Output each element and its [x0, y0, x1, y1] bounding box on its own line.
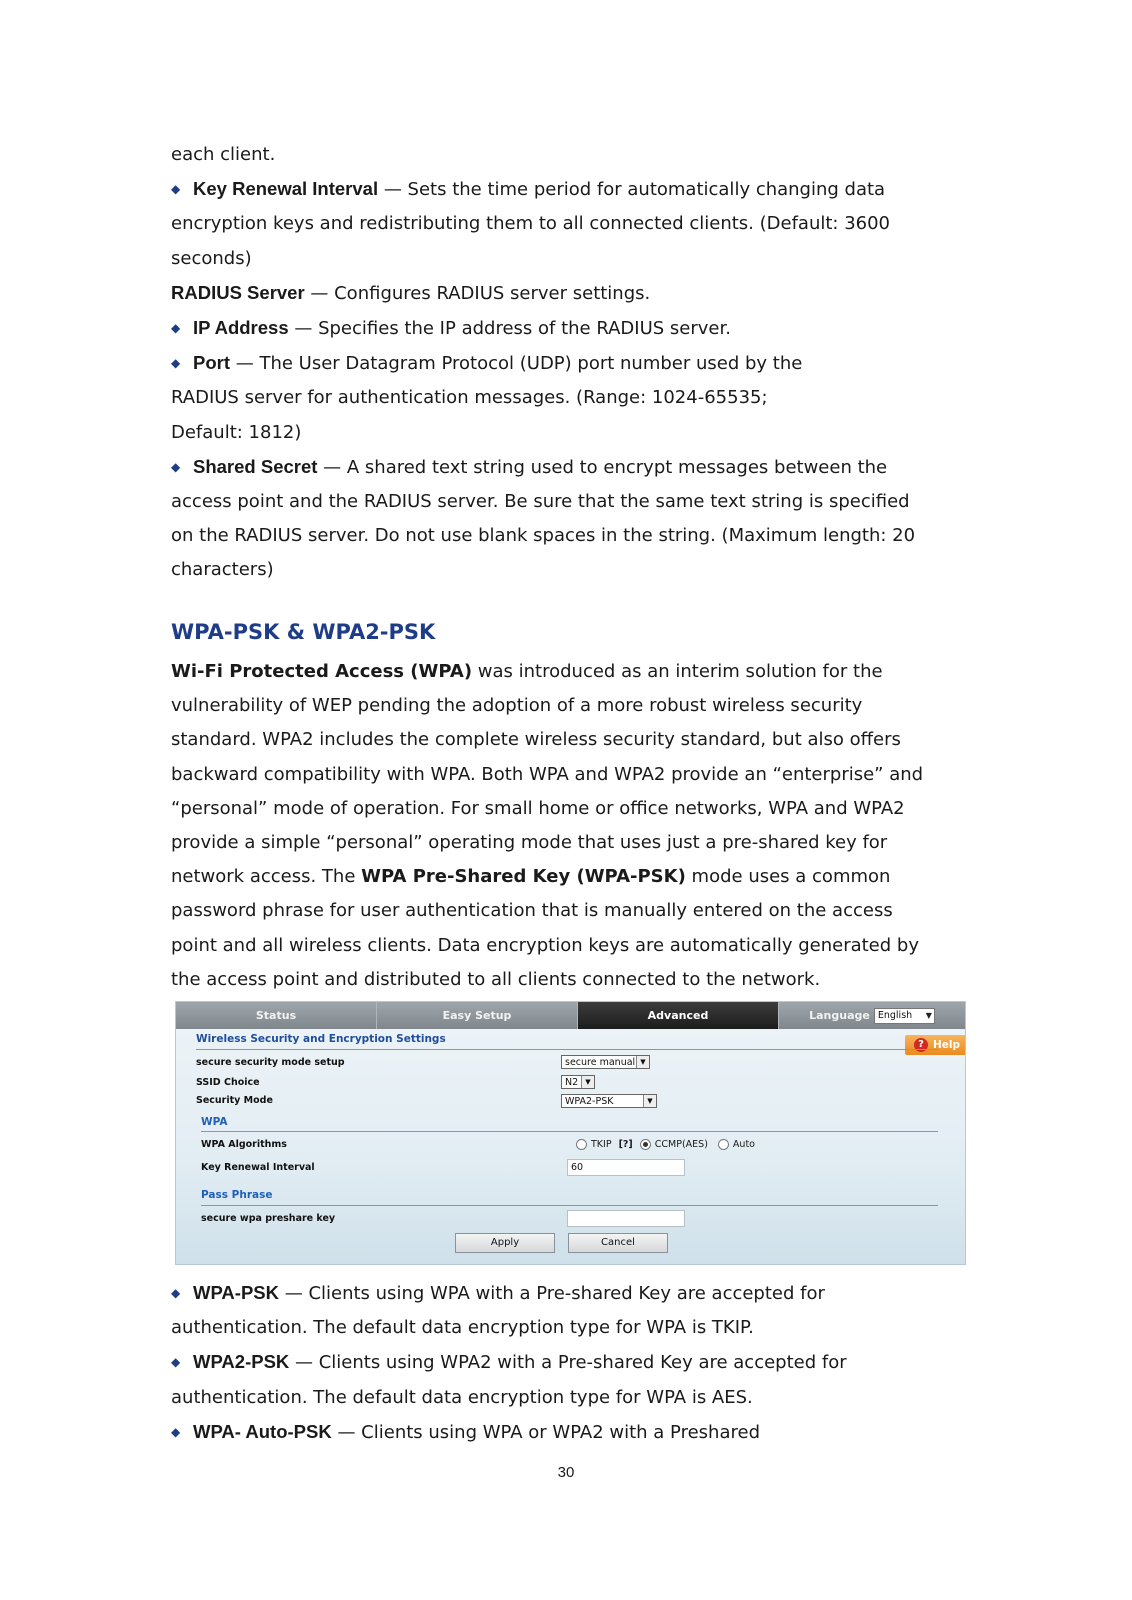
text: — Clients using WPA or WPA2 with a Preshared — [331, 1421, 760, 1443]
bold-term: WPA Pre-Shared Key (WPA-PSK) — [361, 866, 686, 888]
term: WPA-PSK — [193, 1282, 279, 1303]
wpa-algorithms-radios — [576, 1139, 755, 1150]
term: IP Address — [193, 317, 289, 339]
tab-easy-setup[interactable]: Easy Setup — [377, 1002, 578, 1029]
bullet-wpa2-psk — [171, 1345, 971, 1380]
bullet-diamond-icon: ◆ — [171, 1355, 181, 1370]
wpa-algorithms-label: WPA Algorithms — [201, 1139, 287, 1150]
term: Shared Secret — [193, 455, 318, 477]
term: WPA- Auto-PSK — [193, 1420, 332, 1442]
divider — [201, 1131, 938, 1132]
secure-mode-select[interactable] — [561, 1055, 650, 1069]
apply-button[interactable]: Apply — [455, 1233, 555, 1253]
text: — The User Datagram Protocol (UDP) port number used by the — [230, 353, 803, 375]
term: Key Renewal Interval — [193, 178, 379, 200]
tkip-help-link[interactable]: [?] — [618, 1139, 633, 1150]
text-line: access point and the RADIUS server. Be sure that the same text string is specified — [171, 491, 910, 513]
chevron-down-icon: ▼ — [636, 1056, 649, 1068]
pass-phrase-subsection-title: Pass Phrase — [201, 1189, 273, 1201]
preshare-key-input[interactable] — [567, 1210, 685, 1227]
auto-radio[interactable] — [718, 1139, 729, 1150]
chevron-down-icon: ▼ — [925, 1010, 932, 1020]
select-value: WPA2-PSK — [565, 1096, 614, 1107]
text-line: standard. WPA2 includes the complete wireless security standard, but also offers — [171, 729, 901, 751]
language-area — [779, 1002, 965, 1029]
chevron-down-icon: ▼ — [643, 1095, 656, 1107]
cancel-button[interactable]: Cancel — [568, 1233, 668, 1253]
text: — Configures RADIUS server settings. — [304, 282, 651, 304]
bullet-diamond-icon: ◆ — [171, 356, 181, 371]
term: RADIUS Server — [171, 281, 305, 303]
tab-status[interactable]: Status — [176, 1002, 377, 1029]
text: mode uses a common — [685, 866, 891, 888]
ccmp-radio[interactable] — [640, 1139, 651, 1150]
wpa-paragraph — [171, 655, 971, 997]
text-line: authentication. The default data encryption type for WPA is AES. — [171, 1386, 753, 1408]
text-line: on the RADIUS server. Do not use blank spaces in the string. (Maximum length: 20 — [171, 525, 916, 547]
text-line: password phrase for user authentication that is manually entered on the access — [171, 900, 893, 922]
text-line: characters) — [171, 559, 274, 581]
bullet-key-renewal-interval — [171, 172, 971, 207]
text-line — [171, 860, 971, 894]
ssid-choice-select[interactable] — [561, 1075, 595, 1089]
text-line: encryption keys and redistributing them to all connected clients. (Default: 3600 — [171, 213, 891, 235]
lower-text-block — [171, 1276, 971, 1450]
text-line: the access point and distributed to all clients connected to the network. — [171, 968, 821, 990]
upper-text-block — [171, 138, 971, 588]
text: — A shared text string used to encrypt messages between the — [317, 456, 888, 478]
tkip-label: TKIP — [591, 1139, 612, 1150]
section-heading: WPA-PSK & WPA2-PSK — [171, 620, 436, 644]
tkip-radio[interactable] — [576, 1139, 587, 1150]
auto-label: Auto — [732, 1139, 755, 1150]
text-line: Default: 1812) — [171, 421, 302, 443]
key-renewal-label: Key Renewal Interval — [201, 1162, 315, 1173]
text-line — [171, 655, 971, 689]
text-line: vulnerability of WEP pending the adoption of a more robust wireless security — [171, 695, 863, 717]
settings-title: Wireless Security and Encryption Settings — [196, 1033, 446, 1045]
page-number: 30 — [557, 1464, 575, 1481]
text-line: provide a simple “personal” operating mode that uses just a pre-shared key for — [171, 832, 888, 854]
chevron-down-icon: ▼ — [581, 1076, 594, 1088]
divider — [201, 1205, 938, 1206]
text: — Clients using WPA with a Pre-shared Key are accepted for — [279, 1283, 825, 1304]
help-icon: ? — [914, 1038, 928, 1052]
select-value: N2 — [565, 1077, 579, 1088]
language-select[interactable] — [874, 1008, 935, 1024]
bullet-diamond-icon: ◆ — [171, 1286, 181, 1300]
text-line: authentication. The default data encryption type for WPA is TKIP. — [171, 1317, 754, 1339]
bullet-wpa-psk — [171, 1276, 971, 1311]
security-mode-label: Security Mode — [196, 1095, 273, 1106]
text-line: backward compatibility with WPA. Both WPA and WPA2 provide an “enterprise” and — [171, 763, 924, 785]
bold-term: Wi-Fi Protected Access (WPA) — [171, 661, 473, 682]
preshare-key-label: secure wpa preshare key — [201, 1213, 336, 1224]
security-mode-select[interactable] — [561, 1094, 657, 1108]
divider — [196, 1049, 938, 1050]
text: — Clients using WPA2 with a Pre-shared Key are accepted for — [289, 1352, 847, 1374]
top-nav-tabs — [176, 1002, 965, 1029]
text-line: each client. — [171, 144, 276, 165]
bullet-diamond-icon: ◆ — [171, 459, 181, 474]
text: network access. The — [171, 866, 362, 888]
language-value: English — [877, 1009, 913, 1021]
ccmp-label: CCMP(AES) — [654, 1139, 708, 1150]
key-renewal-input[interactable]: 60 — [567, 1159, 685, 1176]
tab-advanced[interactable]: Advanced — [578, 1002, 779, 1029]
term: Port — [193, 352, 230, 374]
term: WPA2-PSK — [193, 1351, 290, 1373]
text: — Sets the time period for automatically changing data — [378, 179, 886, 201]
secure-mode-label: secure security mode setup — [196, 1057, 345, 1068]
ssid-choice-label: SSID Choice — [196, 1077, 260, 1088]
radius-server-line — [171, 276, 971, 311]
text-line: point and all wireless clients. Data encryption keys are automatically generated by — [171, 934, 919, 956]
text-line: “personal” mode of operation. For small home or office networks, WPA and WPA2 — [171, 797, 905, 819]
bullet-wpa-auto-psk — [171, 1415, 971, 1450]
text: was introduced as an interim solution for the — [472, 661, 883, 682]
bullet-diamond-icon: ◆ — [171, 321, 181, 336]
language-label: Language — [809, 1009, 870, 1022]
bullet-diamond-icon: ◆ — [171, 182, 181, 197]
bullet-diamond-icon: ◆ — [171, 1424, 181, 1439]
text: — Specifies the IP address of the RADIUS server. — [288, 318, 731, 340]
bullet-ip-address — [171, 311, 971, 346]
bullet-shared-secret — [171, 450, 971, 485]
text-line: RADIUS server for authentication messages. (Range: 1024-65535; — [171, 387, 768, 409]
bullet-port — [171, 346, 971, 381]
select-value: secure manual — [565, 1057, 636, 1068]
wpa-subsection-title: WPA — [201, 1116, 228, 1128]
router-settings-screenshot — [175, 1001, 966, 1265]
help-label: Help — [932, 1039, 960, 1051]
text-line: seconds) — [171, 247, 252, 269]
help-button[interactable] — [905, 1035, 965, 1055]
